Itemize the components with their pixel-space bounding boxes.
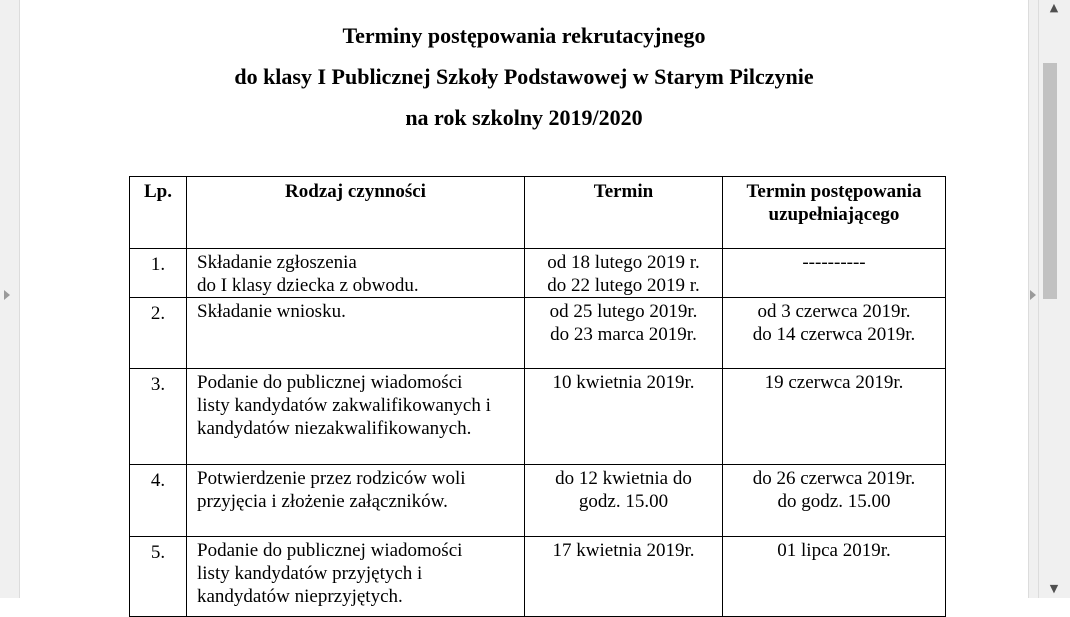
- row-activity: [187, 369, 525, 465]
- activity-line: kandydatów nieprzyjętych.: [197, 586, 403, 607]
- table-row: [130, 369, 946, 465]
- activity-line: Podanie do publicznej wiadomości: [197, 540, 463, 561]
- row-supplementary: [723, 298, 946, 369]
- table-row: [130, 537, 946, 617]
- supplementary-line: 19 czerwca 2019r.: [764, 372, 904, 393]
- deadline-line: 17 kwietnia 2019r.: [552, 540, 695, 561]
- supplementary-line: do godz. 15.00: [777, 491, 891, 512]
- activity-line: do I klasy dziecka z obwodu.: [197, 275, 419, 296]
- scrollbar-thumb[interactable]: [1043, 63, 1057, 299]
- deadline-line: do 12 kwietnia do: [555, 468, 692, 489]
- row-activity: [187, 465, 525, 537]
- row-deadline: [525, 298, 723, 369]
- row-activity: [187, 537, 525, 617]
- activity-line: Potwierdzenie przez rodziców woli: [197, 468, 466, 489]
- header-activity: [187, 177, 525, 249]
- row-deadline: [525, 465, 723, 537]
- supplementary-line: ----------: [802, 252, 866, 273]
- deadline-line: do 22 lutego 2019 r.: [547, 275, 700, 296]
- activity-line: kandydatów niezakwalifikowanych.: [197, 418, 472, 439]
- supplementary-line: do 14 czerwca 2019r.: [752, 324, 916, 345]
- row-deadline: [525, 249, 723, 298]
- document-title-line-1: Terminy postępowania rekrutacyjnego: [342, 23, 706, 48]
- table-row: [130, 249, 946, 298]
- deadline-line: od 25 lutego 2019r.: [549, 301, 698, 322]
- expand-left-arrow-icon[interactable]: [4, 290, 10, 300]
- row-lp: 4.: [130, 465, 187, 537]
- header-activity-label: Rodzaj czynności: [285, 181, 426, 202]
- row-supplementary: [723, 369, 946, 465]
- scroll-up-icon[interactable]: ▲: [1049, 1, 1059, 14]
- deadline-line: od 18 lutego 2019 r.: [547, 252, 700, 273]
- activity-line: Składanie zgłoszenia: [197, 252, 357, 273]
- supplementary-line: do 26 czerwca 2019r.: [752, 468, 916, 489]
- row-supplementary: [723, 465, 946, 537]
- row-lp: 1.: [130, 249, 187, 298]
- header-supplementary-line-1: Termin postępowania: [746, 181, 922, 202]
- row-lp: 2.: [130, 298, 187, 369]
- supplementary-line: od 3 czerwca 2019r.: [757, 301, 911, 322]
- activity-line: listy kandydatów zakwalifikowanych i: [197, 395, 491, 416]
- row-deadline: [525, 537, 723, 617]
- activity-line: listy kandydatów przyjętych i: [197, 563, 423, 584]
- activity-line: Składanie wniosku.: [197, 301, 346, 322]
- expand-right-arrow-icon[interactable]: [1030, 290, 1036, 300]
- row-lp: 5.: [130, 537, 187, 617]
- header-deadline-label: Termin: [593, 181, 654, 202]
- left-margin-panel: [0, 0, 20, 598]
- header-lp: [130, 177, 187, 249]
- table-row: [130, 465, 946, 537]
- activity-line: Podanie do publicznej wiadomości: [197, 372, 463, 393]
- deadline-line: godz. 15.00: [578, 491, 669, 512]
- schedule-table: [129, 176, 946, 617]
- document-title-line-3: na rok szkolny 2019/2020: [405, 105, 643, 130]
- deadline-line: do 23 marca 2019r.: [550, 324, 697, 345]
- header-lp-label: Lp.: [144, 181, 172, 202]
- scroll-down-icon[interactable]: ▼: [1049, 582, 1059, 595]
- row-activity: [187, 249, 525, 298]
- row-lp: 3.: [130, 369, 187, 465]
- activity-line: przyjęcia i złożenie załączników.: [197, 491, 448, 512]
- deadline-line: 10 kwietnia 2019r.: [552, 372, 695, 393]
- table-row: [130, 298, 946, 369]
- header-supplementary-line-2: uzupełniającego: [768, 204, 900, 225]
- header-supplementary: [723, 177, 946, 249]
- row-supplementary: [723, 249, 946, 298]
- header-deadline: [525, 177, 723, 249]
- document-title-line-2: do klasy I Publicznej Szkoły Podstawowej w Starym Pilczynie: [234, 64, 814, 89]
- row-supplementary: [723, 537, 946, 617]
- row-deadline: [525, 369, 723, 465]
- supplementary-line: 01 lipca 2019r.: [777, 540, 891, 561]
- table-header-row: [130, 177, 946, 249]
- row-activity: [187, 298, 525, 369]
